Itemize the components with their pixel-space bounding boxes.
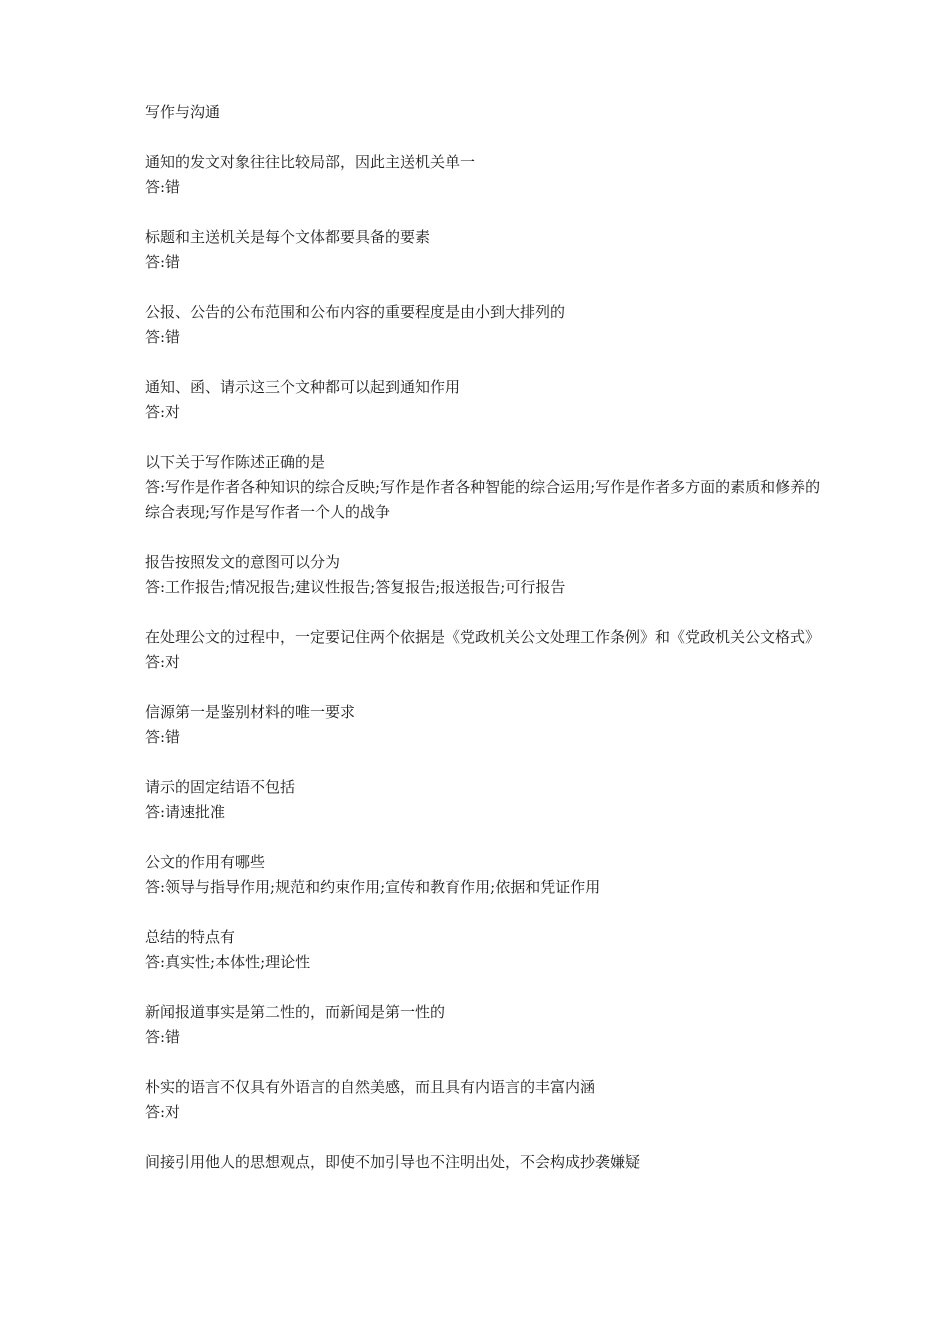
qa-item [145, 300, 825, 350]
answer-text: 答:真实性;本体性;理论性 [145, 953, 311, 971]
qa-item [145, 1150, 825, 1175]
question-text: 朴实的语言不仅具有外语言的自然美感，而且具有内语言的丰富内涵 [145, 1078, 596, 1096]
answer-text: 答:错 [145, 1028, 181, 1046]
question-text: 通知、函、请示这三个文种都可以起到通知作用 [145, 378, 461, 396]
question-text: 以下关于写作陈述正确的是 [145, 453, 326, 471]
qa-item [145, 700, 825, 750]
qa-item [145, 375, 825, 425]
answer-text: 答:工作报告;情况报告;建议性报告;答复报告;报送报告;可行报告 [145, 578, 566, 596]
question-text: 请示的固定结语不包括 [145, 778, 296, 796]
question-text: 通知的发文对象往往比较局部，因此主送机关单一 [145, 153, 476, 171]
question-text: 标题和主送机关是每个文体都要具备的要素 [145, 228, 431, 246]
answer-text: 答:错 [145, 328, 181, 346]
question-text: 公文的作用有哪些 [145, 853, 266, 871]
qa-item [145, 550, 825, 600]
question-text: 新闻报道事实是第二性的，而新闻是第一性的 [145, 1003, 446, 1021]
qa-item [145, 625, 825, 675]
question-text: 总结的特点有 [145, 928, 236, 946]
answer-text: 答:对 [145, 1103, 181, 1121]
answer-text: 答:请速批准 [145, 803, 226, 821]
question-text: 信源第一是鉴别材料的唯一要求 [145, 703, 356, 721]
answer-text: 答:错 [145, 253, 181, 271]
answer-text: 答:错 [145, 178, 181, 196]
qa-item [145, 925, 825, 975]
qa-item [145, 150, 825, 200]
qa-item [145, 850, 825, 900]
question-text: 报告按照发文的意图可以分为 [145, 553, 341, 571]
answer-text: 答:对 [145, 653, 181, 671]
question-text: 公报、公告的公布范围和公布内容的重要程度是由小到大排列的 [145, 303, 566, 321]
qa-item [145, 1000, 825, 1050]
answer-text: 答:写作是作者各种知识的综合反映;写作是作者各种智能的综合运用;写作是作者多方面的素质和修养的综合表现;写作是写作者一个人的战争 [145, 478, 821, 521]
question-text: 间接引用他人的思想观点，即使不加引导也不注明出处，不会构成抄袭嫌疑 [145, 1153, 641, 1171]
qa-item [145, 450, 825, 525]
document-page [145, 100, 825, 1200]
question-text: 在处理公文的过程中，一定要记住两个依据是《党政机关公文处理工作条例》和《党政机关公文格式》 [145, 628, 821, 646]
answer-text: 答:错 [145, 728, 181, 746]
answer-text: 答:对 [145, 403, 181, 421]
qa-item [145, 225, 825, 275]
document-title: 写作与沟通 [145, 103, 221, 121]
qa-item [145, 1075, 825, 1125]
qa-item [145, 775, 825, 825]
answer-text: 答:领导与指导作用;规范和约束作用;宣传和教育作用;依据和凭证作用 [145, 878, 601, 896]
